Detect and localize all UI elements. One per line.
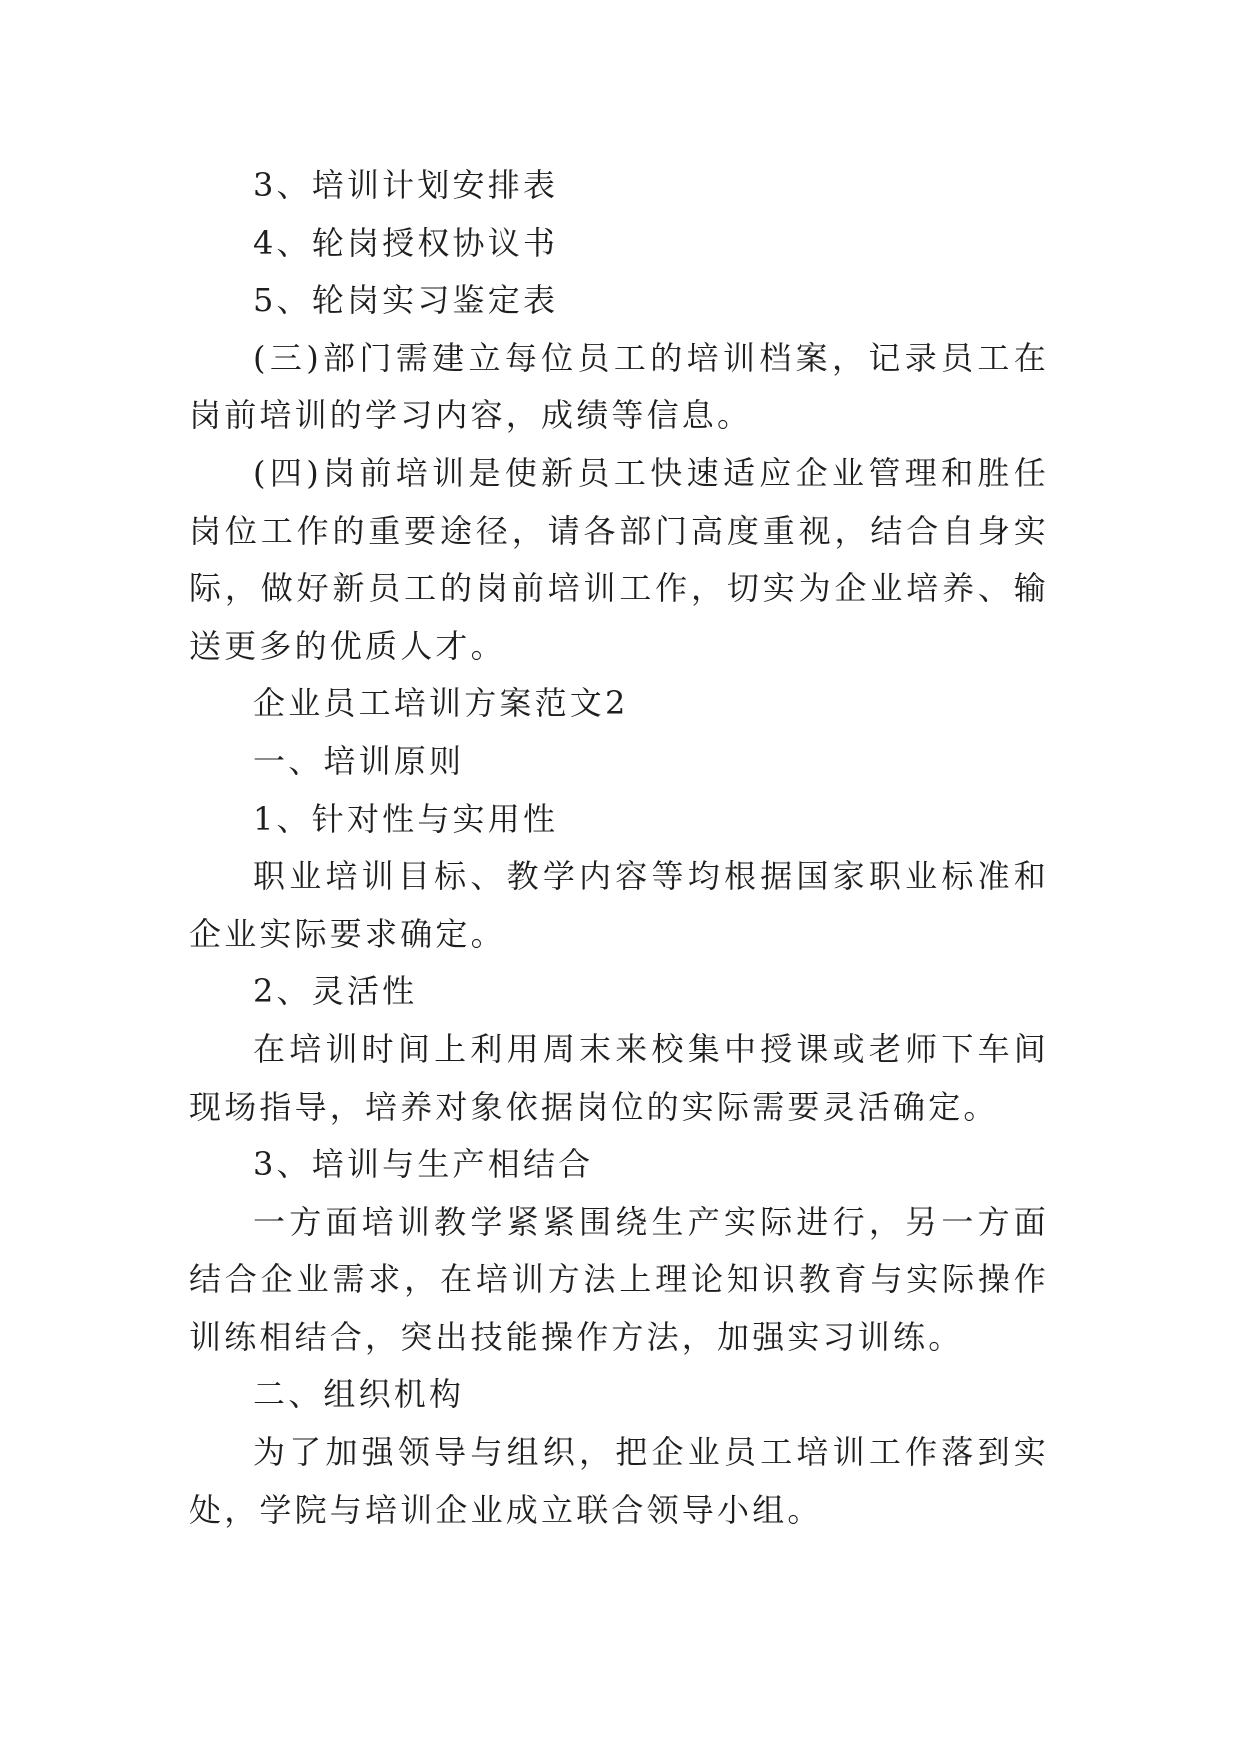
paragraph-pre-job-training-importance: (四)岗前培训是使新员工快速适应企业管理和胜任岗位工作的重要途径，请各部门高度重视，结合自身实际，做好新员工的岗前培训工作，切实为企业培养、输送更多的优质人才。: [189, 453, 1049, 665]
heading-training-principles: 一、培训原则: [253, 741, 465, 780]
document-body: [189, 157, 1049, 1539]
subheading-targeted-practical: 1、针对性与实用性: [253, 799, 559, 838]
section-title: 企业员工培训方案范文2: [253, 684, 629, 723]
heading-organization: 二、组织机构: [253, 1375, 465, 1414]
subheading-training-production: 3、培训与生产相结合: [253, 1145, 594, 1184]
paragraph-organization: 为了加强领导与组织，把企业员工培训工作落到实处，学院与培训企业成立联合领导小组。: [189, 1433, 1049, 1529]
paragraph-flexibility: 在培训时间上利用周末来校集中授课或老师下车间现场指导，培养对象依据岗位的实际需要灵活确定。: [189, 1029, 1049, 1126]
paragraph-training-records: (三)部门需建立每位员工的培训档案，记录员工在岗前培训的学习内容，成绩等信息。: [189, 338, 1049, 435]
list-item-training-schedule: 3、培训计划安排表: [253, 166, 559, 204]
list-item-rotation-appraisal: 5、轮岗实习鉴定表: [253, 281, 559, 320]
paragraph-targeted-practical: 职业培训目标、教学内容等均根据国家职业标准和企业实际要求确定。: [189, 857, 1049, 953]
subheading-flexibility: 2、灵活性: [253, 972, 418, 1011]
paragraph-training-production: 一方面培训教学紧紧围绕生产实际进行，另一方面结合企业需求，在培训方法上理论知识教育与实际操作训练相结合，突出技能操作方法，加强实习训练。: [189, 1202, 1049, 1356]
list-item-rotation-agreement: 4、轮岗授权协议书: [253, 223, 559, 262]
